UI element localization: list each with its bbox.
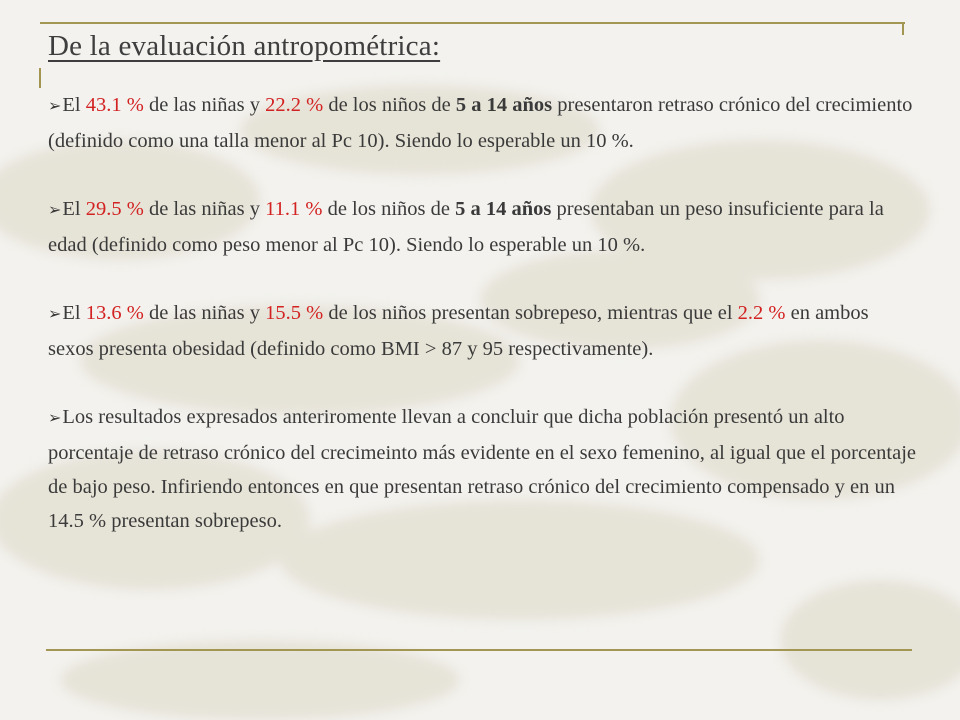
paragraph-stunting (48, 88, 918, 158)
slide-body (48, 88, 918, 572)
age-range: 5 a 14 años (455, 198, 552, 220)
arrow-bullet-icon: ➢ (48, 202, 62, 219)
value-boys: 11.1 % (265, 198, 323, 220)
text: presentaron retraso crónico del crecimiento (definido como una talla menor al Pc 10). Siendo lo esperable un 10 %. (48, 94, 913, 152)
value-both: 2.2 % (737, 302, 786, 324)
text: de las niñas y (143, 302, 266, 324)
bottom-rule (46, 649, 912, 651)
text: de los niños de (322, 198, 456, 220)
text: en ambos sexos presenta obesidad (definido como BMI > 87 y 95 respectivamente). (48, 302, 869, 360)
top-rule (40, 22, 905, 24)
value-girls: 43.1 % (85, 94, 144, 116)
paragraph-overweight (48, 296, 918, 366)
arrow-bullet-icon: ➢ (48, 98, 62, 115)
value-boys: 15.5 % (265, 302, 324, 324)
slide-title: De la evaluación antropométrica: (48, 30, 441, 62)
arrow-bullet-icon: ➢ (48, 410, 62, 427)
paragraph-underweight (48, 192, 918, 262)
value-girls: 13.6 % (85, 302, 144, 324)
right-rule (902, 22, 904, 35)
arrow-bullet-icon: ➢ (48, 306, 62, 323)
text: de las niñas y (143, 198, 266, 220)
text: de los niños presentan sobrepeso, mientras que el (323, 302, 738, 324)
value-girls: 29.5 % (85, 198, 144, 220)
text: de los niños de (323, 94, 456, 116)
text: El (62, 302, 86, 324)
text: Los resultados expresados anteriromente llevan a concluir que dicha población presentó un alto porcentaje de retraso crónico del crecimeinto más evidente en el sexo femenino, al igual que el porcentaje de bajo peso. Infiriendo entonces en que presentan retraso crónico del crecimiento compensado y en un 14.5 % presentan sobrepeso. (48, 406, 917, 532)
left-rule (39, 68, 41, 88)
text: El (62, 198, 86, 220)
value-boys: 22.2 % (265, 94, 324, 116)
text: de las niñas y (143, 94, 266, 116)
age-range: 5 a 14 años (455, 94, 553, 116)
paragraph-conclusion (48, 400, 918, 538)
text: El (62, 94, 86, 116)
text: presentaban un peso insuficiente para la edad (definido como peso menor al Pc 10). Siendo lo esperable un 10 %. (48, 198, 884, 256)
